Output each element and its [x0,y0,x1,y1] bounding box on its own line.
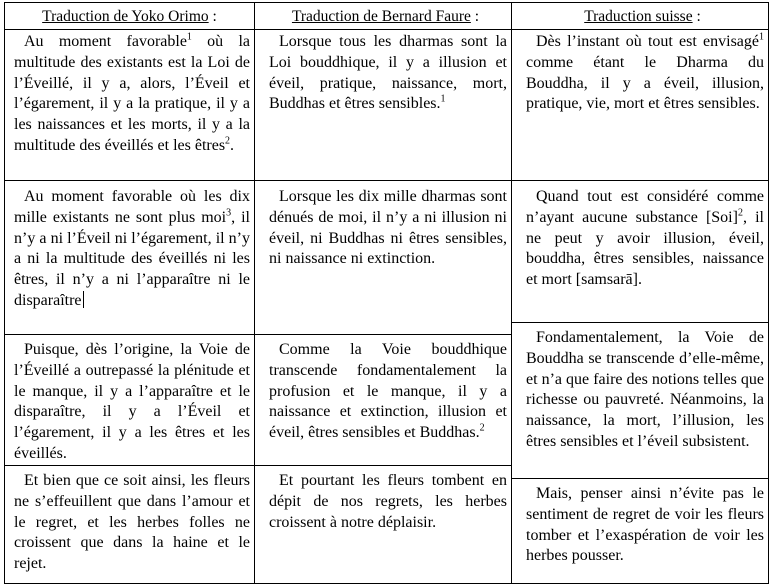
paragraph: Comme la Voie bouddhique transcende fondamentalement la profusion et le manque, il y a naissance et extinction, illusion et éveil, êtres sensibles et Buddhas.$^2$ [269,341,507,442]
column-heading: Traduction suisse : [584,8,701,25]
row-separator [511,180,769,181]
paragraph: Puisque, dès l’origine, la Voie de l’Éveillé a outrepassé la plénitude et le manque, il y a l’apparaître et le disparaître, il y a l’Éveil et l’égarement, il y a les êtres et les éveillés. [14,341,250,462]
footnote-marker: 1 [759,31,764,43]
paragraph: Et bien que ce soit ainsi, les fleurs ne s’effeuillent que dans l’amour et le regret, et les herbes folles ne croissent que dans la haine et le rejet. [14,472,250,573]
row-separator [511,29,769,30]
paragraph: Au moment favorable où les dix mille existants ne sont plus moi$^3$, il n’y a ni l’Éveil ni l’égarement, il n’y a ni la multitude des éveillés ni les êtres, il n’y a ni l’apparaître ni le disparaître [14,188,250,309]
row-separator [254,334,511,335]
column-divider [511,2,512,584]
column-traduction-suisse [517,3,768,565]
footnote-marker: 3 [226,207,232,219]
paragraph: Au moment favorable$^1$ où la multitude des existants est la Loi de l’Éveillé, il y a, alors, l’Éveil et l’égarement, il y a la pratique, il y a les naissances et les morts, il y a la multitude des éveillés et les êtres$^2$. [14,31,250,154]
footnote-marker: 2 [737,207,743,219]
paragraph: Quand tout est considéré comme n’ayant aucune substance [Soi]$^2$, il ne peut y avoir illusion, éveil, bouddha, êtres sensibles, naissance et mort [samsarā]. [526,188,764,289]
paragraph: Et pourtant les fleurs tombent en dépit de nos regrets, les herbes croissent à notre déplaisir. [269,472,507,531]
row-separator [254,465,511,466]
footnote-marker: 1 [186,31,192,43]
paragraph: Lorsque les dix mille dharmas sont dénués de moi, il n’y a ni illusion ni éveil, ni Buddhas ni êtres sensibles, ni naissance ni extinction. [269,188,507,268]
column-divider [254,2,255,584]
text-cursor [83,291,84,308]
column-yoko-orimo [5,3,254,573]
footnote-marker: 1 [440,94,446,106]
row-separator [254,29,511,30]
row-separator [511,478,769,479]
footnote-marker: 2 [479,422,485,434]
row-separator [511,322,769,323]
column-heading: Traduction de Yoko Orimo : [42,8,217,25]
row-separator [254,180,511,181]
footnote-marker: 2 [225,135,231,147]
row-separator [4,465,254,466]
column-heading: Traduction de Bernard Faure : [291,8,480,25]
paragraph: Lorsque tous les dharmas sont la Loi bouddhique, il y a illusion et éveil, pratique, naissance, mort, Buddhas et êtres sensibles.$^1$ [269,33,507,113]
row-separator [4,334,254,335]
paragraph: Dès l’instant où tout est envisagé$^1$ comme étant le Dharma du Bouddha, il y a éveil, illusion, pratique, vie, mort et êtres sensibles. [526,31,764,113]
row-separator [4,180,254,181]
paragraph: Mais, penser ainsi n’évite pas le sentiment de regret de voir les fleurs tomber et l’exaspération de voir les herbes pousser. [526,485,764,565]
row-separator [4,29,254,30]
paragraph: Fondamentalement, la Voie de Bouddha se transcende d’elle-même, et n’a que faire des notions telles que richesse ou pauvreté. Néanmoins, la naissance, la mort, l’illusion, les êtres sensibles et l’éveil subsistent. [526,329,764,450]
column-bernard-faure [260,3,511,531]
